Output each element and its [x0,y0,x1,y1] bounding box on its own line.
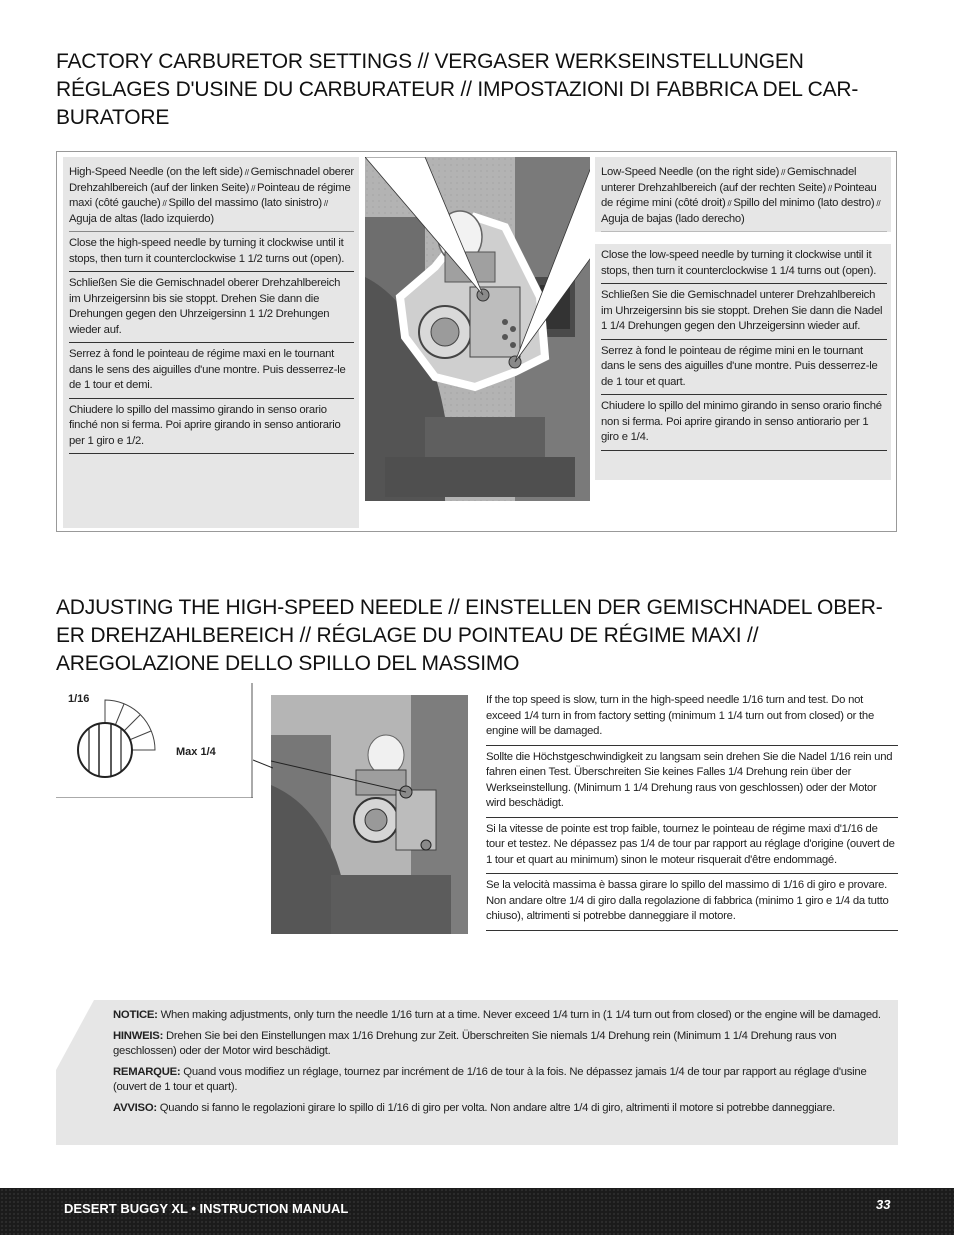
manual-title: DESERT BUGGY XL • INSTRUCTION MANUAL [64,1201,349,1216]
separator: // [874,199,881,208]
title-line: RÉGLAGES D'USINE DU CARBURATEUR // IMPOSTAZIONI DI FABBRICA DEL CAR- [56,78,859,101]
needle-adjustment-dial [56,683,253,798]
notice-label: NOTICE: [113,1009,158,1021]
title-line: BURATORE [56,106,170,129]
instruction-de: Schließen Sie die Gemischnadel unterer Drehzahlbereich im Uhrzeigersinn bis sie stoppt. Drehen Sie dann die Nadel 1 1/4 Drehungen gegen den Uhrzeigersinn wieder auf. [601,284,887,340]
notice-box [56,1000,898,1145]
adjustment-it: Se la velocità massima è bassa girare lo spillo del massimo di 1/16 di giro e provare. Non andare oltre 1/4 di giro dalla regolazione di fabbrica (minimo 1 giro e 1/4 da tutto chiuso), altrimenti si potrebbe danneggiare il motore. [486,878,898,931]
notice-body: When making adjustments, only turn the needle 1/16 turn at a time. Never exceed 1/4 turn in (1 1/4 turn out from closed) or the engine will be damaged. [157,1009,881,1021]
instruction-fr: Serrez à fond le pointeau de régime mini en le tournant dans le sens des aiguilles d'une montre. Puis desserrez-le de 1 tour et quart. [601,340,887,396]
notice-de [113,1029,883,1060]
instruction-en: Close the low-speed needle by turning it clockwise until it stops, then turn it counterclockwise 1 1/4 turns out (open). [601,244,887,284]
high-speed-needle-photo [271,695,468,934]
callout-line [253,750,273,810]
title-line: ADJUSTING THE HIGH-SPEED NEEDLE // EINSTELLEN DER GEMISCHNADEL OBER- [56,596,883,619]
header-part: Low-Speed Needle (on the right side) [601,166,780,178]
title-line: FACTORY CARBURETOR SETTINGS // VERGASER WERKSEINSTELLUNGEN [56,50,804,73]
header-part: Pointeau de régime maxi (côté gauche) [69,181,351,209]
title-line: AREGOLAZIONE DELLO SPILLO DEL MASSIMO [56,652,520,675]
low-speed-needle-column [601,165,887,451]
header-part: Gemischnadel oberer Drehzahlbereich (auf der linken Seite) [69,166,354,194]
header-part: Aguja de bajas (lado derecho) [601,212,745,225]
notice-label: HINWEIS: [113,1029,164,1042]
dial-max-label: Max 1/4 [176,746,216,758]
adjustment-instructions [486,693,898,935]
notice-fr [113,1065,883,1096]
header-gap [595,232,893,244]
notice-it [113,1101,883,1117]
header-part: Spillo del minimo (lato destro) [733,197,875,209]
header-part: Pointeau de régime mini (côté droit) [601,181,877,209]
instruction-it: Chiudere lo spillo del massimo girando in senso orario finché non si ferma. Poi aprire girando in senso antiorario per 1 giro e 1/2. [69,399,354,455]
instruction-it: Chiudere lo spillo del minimo girando in senso orario finché non si ferma. Poi aprire girando in senso antiorario per 1 giro e 1/4. [601,395,887,451]
separator: // [725,199,734,208]
separator: // [825,183,834,193]
instruction-fr: Serrez à fond le pointeau de régime maxi en le tournant dans le sens des aiguilles d'une montre. Puis desserrez-le de 1 tour et demi. [69,343,354,399]
high-speed-needle-illustration [271,695,468,934]
header-part: High-Speed Needle (on the left side) [69,166,243,178]
section-title-factory-settings [56,48,906,132]
separator: // [160,199,169,208]
page-footer [0,1188,954,1235]
carburetor-illustration [365,157,590,501]
adjustment-en: If the top speed is slow, turn in the high-speed needle 1/16 turn and test. Do not exceed 1/4 turn in from factory setting (minimum 1 1/4 turn out from closed) or the engine will be damaged. [486,693,898,746]
header-part: Gemischnadel unterer Drehzahlbereich (auf der rechten Seite) [601,166,857,194]
carburetor-photo [365,157,590,501]
adjustment-fr: Si la vitesse de pointe est trop faible, tournez le pointeau de régime maxi d'1/16 de tour et testez. Ne dépassez pas 1/4 de tour par rapport au réglage d'origine (ouvert de 1 tour et quart au minimum) sinon le moteur risquerait d'être endommagé. [486,822,898,875]
separator: // [779,168,788,177]
instruction-en: Close the high-speed needle by turning it clockwise until it stops, then turn it counterclockwise 1 1/2 turns out (open). [69,232,354,272]
page-number: 33 [876,1197,891,1212]
notice-label: REMARQUE: [113,1065,181,1078]
notice-body: Quand vous modifiez un réglage, tournez par incrément de 1/16 de tour à la fois. Ne dépassez jamais 1/4 de tour par rapport au réglage d'usine (ouvert de 1 tour et quart). [113,1065,867,1093]
notice-corner-shape [56,1000,96,1145]
separator: // [249,183,258,193]
notice-en [113,1008,883,1024]
header-part: Spillo del massimo (lato sinistro) [168,197,322,209]
notice-body: Drehen Sie bei den Einstellungen max 1/16 Drehung zur Zeit. Überschreiten Sie niemals 1/4 Drehung rein (Minimum 1 1/4 Drehung raus von geschlossen) oder der Motor wird beschädigt. [113,1029,837,1057]
header-part: Aguja de altas (lado izquierdo) [69,212,214,225]
dial-min-label: 1/16 [68,693,90,705]
separator: // [321,199,328,208]
notice-body: Quando si fanno le regolazioni girare lo spillo di 1/16 di giro per volta. Non andare altre 1/4 di giro, altrimenti il motore si potrebbe danneggiare. [156,1101,836,1114]
notice-text [113,1008,883,1121]
low-speed-needle-header [601,165,887,232]
high-speed-needle-header [69,165,354,232]
notice-label: AVVISO: [113,1101,157,1114]
separator: // [242,168,251,177]
adjustment-de: Sollte die Höchstgeschwindigkeit zu langsam sein drehen Sie die Nadel 1/16 rein und fahren einen Test. Überschreiten Sie keines Falles 1/4 Drehung rein über der Werkseinstellung. (Minimum 1 1/4 Drehung raus von geschlossen) oder der Motor wird beschädigt. [486,750,898,818]
high-speed-needle-column [69,165,354,454]
title-line: ER DREHZAHLBEREICH // RÉGLAGE DU POINTEAU DE RÉGIME MAXI // [56,624,759,647]
section-title-adjusting-high-speed [56,594,906,678]
instruction-de: Schließen Sie die Gemischnadel oberer Drehzahlbereich im Uhrzeigersinn bis sie stoppt. Drehen Sie dann die Drehungen gegen den Uhrzeigersinn 1 1/2 Drehungen wieder auf. [69,272,354,343]
